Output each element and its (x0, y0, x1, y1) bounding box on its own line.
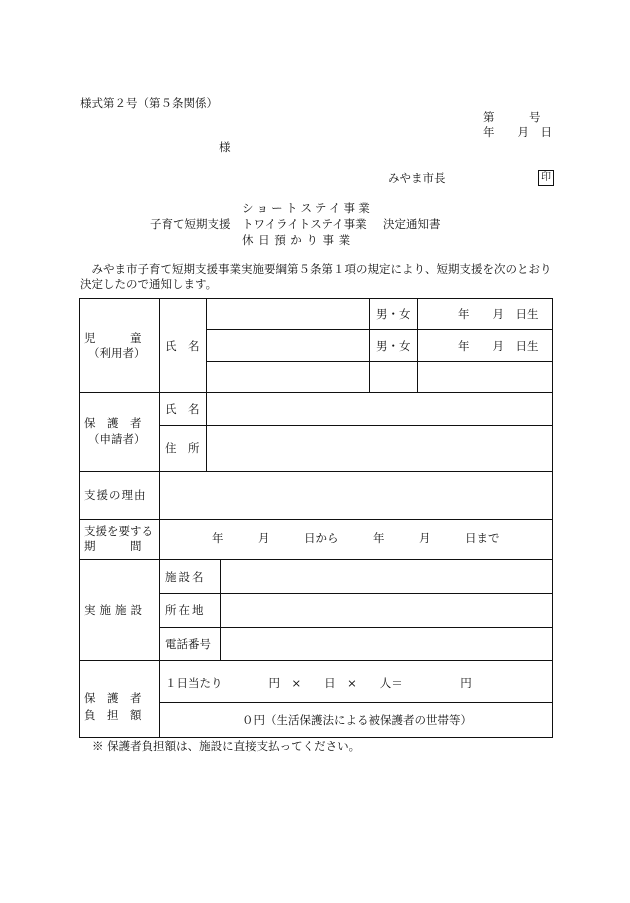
title-holiday: 休日預かり事業 (242, 233, 355, 247)
facility-location-label: 所在地 (165, 603, 206, 617)
guardian-sublabel: （申請者） (88, 432, 146, 446)
burden-zero-note: ０円（生活保護法による被保護者の世帯等） (242, 713, 472, 727)
child2-gender: 男・女 (376, 339, 411, 353)
recipient-suffix: 様 (219, 140, 231, 154)
body-paragraph (80, 262, 555, 292)
footnote: ※ 保護者負担額は、施設に直接支払ってください。 (92, 739, 361, 753)
reason-label: 支援の理由 (84, 488, 147, 502)
form-number: 様式第２号（第５条関係） (80, 96, 218, 110)
body-line-1: みやま市子育て短期支援事業実施要綱第５条第１項の規定により、短期支援を次のとおり (80, 262, 552, 276)
facility-name-label: 施設名 (165, 570, 206, 584)
child-label: 児 童 (84, 331, 142, 345)
title-suffix: 決定通知書 (383, 217, 441, 231)
child1-birth: 年 月 日生 (458, 307, 539, 321)
document-number: 第 号 (483, 110, 541, 124)
guardian-address-label: 住 所 (165, 441, 200, 455)
child2-birth: 年 月 日生 (458, 339, 539, 353)
period-value: 年 月 日から 年 月 日まで (212, 531, 500, 545)
burden-label-2: 負 担 額 (84, 708, 142, 722)
seal-stamp: 印 (538, 170, 554, 186)
title-twilight: トワイライトステイ事業 (242, 217, 367, 231)
issue-date: 年 月 日 (483, 125, 552, 139)
burden-calculation: １日当たり 円 × 日 × 人＝ 円 (165, 676, 472, 690)
child-sublabel: （利用者） (88, 346, 146, 360)
period-label-1: 支援を要する (84, 524, 153, 538)
body-line-2: 決定したので通知します。 (80, 277, 218, 291)
form-table (79, 298, 553, 738)
child-name-label: 氏 名 (165, 339, 200, 353)
period-label-2: 期 間 (84, 539, 142, 553)
issuer-name: みやま市長 (388, 171, 446, 185)
facility-phone-label: 電話番号 (165, 637, 211, 651)
guardian-name-label: 氏 名 (165, 402, 200, 416)
title-prefix: 子育て短期支援 (150, 217, 231, 231)
title-shortstay: ショートステイ事業 (242, 201, 373, 215)
guardian-label: 保 護 者 (84, 416, 142, 430)
burden-label-1: 保 護 者 (84, 691, 142, 705)
facility-label: 実施施設 (84, 603, 146, 617)
child1-gender: 男・女 (376, 307, 411, 321)
